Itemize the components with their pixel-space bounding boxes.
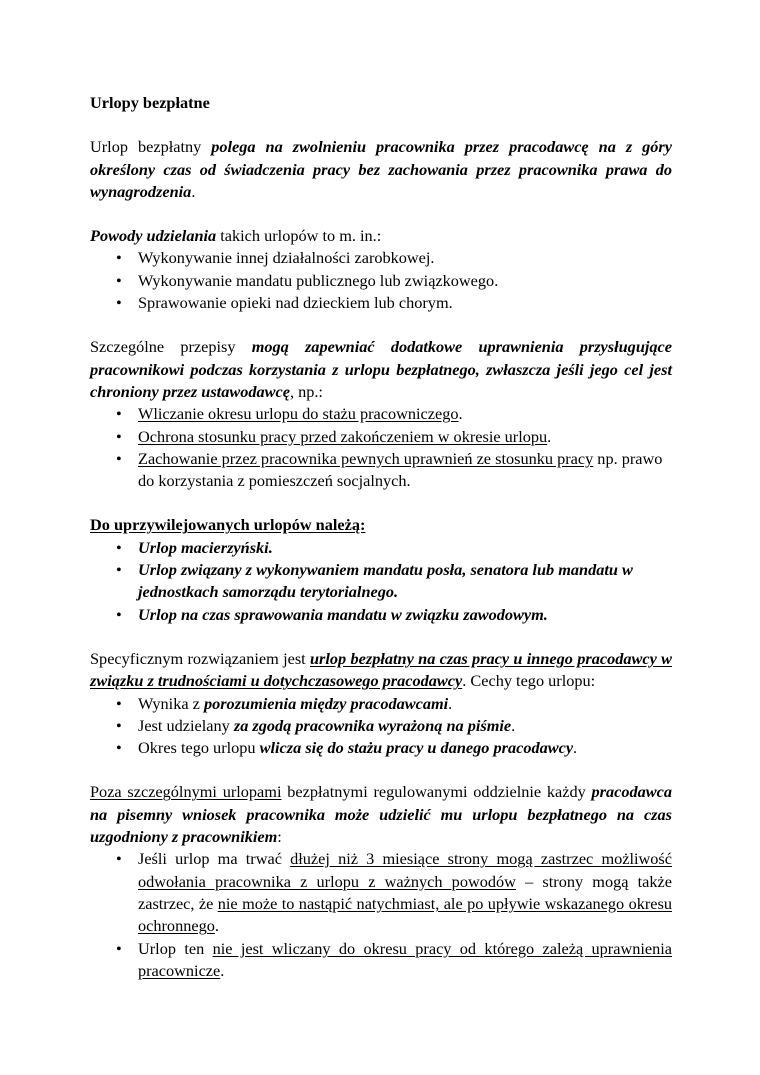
list-item bbox=[90, 604, 672, 626]
list-item bbox=[90, 559, 672, 604]
list-item bbox=[90, 270, 672, 292]
bullet-icon: • bbox=[116, 426, 122, 446]
list-item-post: . bbox=[573, 738, 578, 758]
list-item bbox=[90, 737, 672, 759]
reasons-list bbox=[90, 247, 672, 314]
bullet-icon: • bbox=[116, 560, 122, 580]
reasons-lead-rest: takich urlopów to m. in.: bbox=[216, 226, 382, 246]
specific-lead: Specyficznym rozwiązaniem jest bbox=[90, 648, 310, 668]
list-item bbox=[90, 715, 672, 737]
list-item-text: Urlop macierzyński. bbox=[138, 537, 273, 557]
list-item bbox=[90, 292, 672, 314]
list-item-emphasis: za zgodą pracownika wyrażoną na piśmie bbox=[233, 715, 512, 735]
list-item-post: . bbox=[220, 960, 225, 980]
list-item-underlined: Wliczanie okresu urlopu do stażu pracowniczego bbox=[138, 404, 459, 424]
document-title: Urlopy bezpłatne bbox=[90, 93, 210, 112]
list-item-underlined: nie może to nastąpić natychmiast, ale po upływie wskazanego okresu ochronnego bbox=[138, 893, 673, 936]
reasons-lead bbox=[90, 225, 672, 247]
other-end: : bbox=[277, 827, 282, 847]
list-item bbox=[90, 448, 672, 493]
list-item-pre: Jest udzielany bbox=[138, 715, 234, 735]
bullet-icon: • bbox=[116, 293, 122, 313]
list-item-mid: – strony mogą także zastrzec, że bbox=[138, 871, 672, 913]
list-item bbox=[90, 247, 672, 269]
other-underlined: Poza szczególnymi urlopami bbox=[90, 782, 282, 802]
document-page bbox=[90, 92, 672, 982]
specific-emphasis: urlop bezpłatny na czas pracy u innego pracodawcy w związku z trudnościami u dotychczasowego pracodawcy bbox=[90, 648, 672, 691]
list-item-text: Urlop związany z wykonywaniem mandatu posła, senatora lub mandatu w jednostkach samorządu terytorialnego. bbox=[138, 560, 633, 602]
reasons-lead-bold: Powody udzielania bbox=[90, 226, 217, 246]
special-paragraph bbox=[90, 336, 672, 403]
specific-list bbox=[90, 693, 672, 760]
specific-end: . Cechy tego urlopu: bbox=[462, 671, 596, 691]
list-item-pre: Urlop ten bbox=[138, 938, 213, 958]
bullet-icon: • bbox=[116, 448, 122, 468]
list-item-pre: Jeśli urlop ma trwać bbox=[138, 849, 291, 869]
list-item-underlined: dłużej niż 3 miesiące strony mogą zastrzec możliwość odwołania pracownika z urlopu z ważnych powodów bbox=[138, 849, 672, 891]
list-item-rest: . bbox=[458, 404, 463, 424]
list-item-pre: Wynika z bbox=[138, 693, 204, 713]
list-item-underlined: Ochrona stosunku pracy przed zakończeniem w okresie urlopu bbox=[138, 426, 548, 446]
bullet-icon: • bbox=[116, 404, 122, 424]
list-item-post: . bbox=[214, 916, 219, 936]
bullet-icon: • bbox=[116, 693, 122, 713]
list-item-underlined: nie jest wliczany do okresu pracy od którego zależą uprawnienia pracownicze bbox=[138, 938, 672, 980]
definition-paragraph bbox=[90, 136, 672, 203]
bullet-icon: • bbox=[116, 849, 122, 869]
list-item-pre: Okres tego urlopu bbox=[138, 738, 260, 758]
other-list bbox=[90, 848, 672, 982]
list-item-rest: np. prawo do korzystania z pomieszczeń socjalnych. bbox=[138, 448, 663, 491]
list-item-post: . bbox=[511, 715, 516, 735]
bullet-icon: • bbox=[116, 738, 122, 758]
list-item-text: Wykonywanie innej działalności zarobkowej. bbox=[138, 248, 435, 268]
list-item bbox=[90, 693, 672, 715]
definition-emphasis: polega na zwolnieniu pracownika przez pracodawcę na z góry określony czas od świadczenia pracy bez zachowania przez pracownika prawa do wynagrodzenia bbox=[90, 137, 672, 201]
special-list bbox=[90, 403, 672, 492]
special-lead: Szczególne przepisy bbox=[90, 337, 252, 357]
list-item-text: Sprawowanie opieki nad dzieckiem lub chorym. bbox=[138, 293, 453, 313]
other-emphasis: pracodawca na pisemny wniosek pracownika może udzielić mu urlopu bezpłatnego na czas uzgodniony z pracownikiem bbox=[90, 782, 673, 847]
bullet-icon: • bbox=[116, 715, 122, 735]
list-item bbox=[90, 537, 672, 559]
list-item bbox=[90, 426, 672, 448]
list-item-text: Urlop na czas sprawowania mandatu w związku zawodowym. bbox=[138, 604, 548, 624]
definition-lead: Urlop bezpłatny bbox=[90, 137, 212, 157]
list-item-underlined: Zachowanie przez pracownika pewnych uprawnień ze stosunku pracy bbox=[138, 448, 594, 468]
special-emphasis: mogą zapewniać dodatkowe uprawnienia przysługujące pracownikowi podczas korzystania z urlopu bezpłatnego, zwłaszcza jeśli jego cel jest chroniony przez ustawodawcę bbox=[90, 337, 672, 401]
list-item bbox=[90, 938, 672, 983]
list-item-text: Wykonywanie mandatu publicznego lub związkowego. bbox=[138, 270, 499, 290]
bullet-icon: • bbox=[116, 248, 122, 268]
list-item bbox=[90, 403, 672, 425]
bullet-icon: • bbox=[116, 938, 122, 958]
other-paragraph bbox=[90, 781, 672, 848]
specific-paragraph bbox=[90, 648, 672, 693]
other-lead: bezpłatnymi regulowanymi oddzielnie każdy bbox=[281, 782, 592, 802]
list-item-rest: . bbox=[547, 426, 552, 446]
list-item-emphasis: wlicza się do stażu pracy u danego pracodawcy bbox=[259, 738, 574, 758]
list-item-emphasis: porozumienia między pracodawcami bbox=[203, 693, 449, 713]
bullet-icon: • bbox=[116, 270, 122, 290]
privileged-list bbox=[90, 537, 672, 626]
list-item bbox=[90, 848, 672, 937]
definition-end: . bbox=[191, 181, 196, 201]
bullet-icon: • bbox=[116, 537, 122, 557]
privileged-heading: Do uprzywilejowanych urlopów należą: bbox=[90, 515, 366, 535]
list-item-post: . bbox=[448, 693, 453, 713]
bullet-icon: • bbox=[116, 604, 122, 624]
special-end: , np.: bbox=[289, 381, 323, 401]
